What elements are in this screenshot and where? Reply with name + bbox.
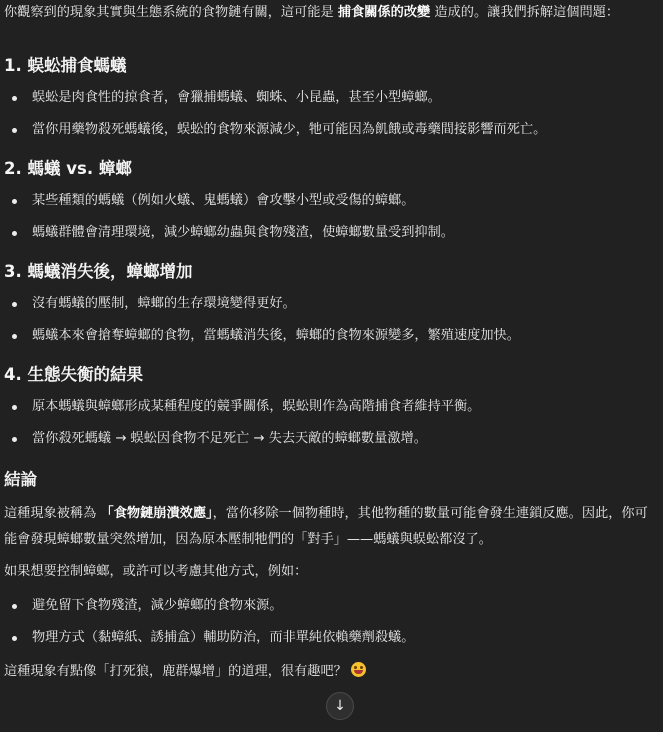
- section-list: [4, 87, 660, 140]
- scroll-down-button[interactable]: [326, 692, 354, 720]
- intro-text-end: 造成的。讓我們拆解這個問題：: [430, 5, 620, 20]
- conclusion-bold: 「食物鏈崩潰效應」: [100, 506, 213, 521]
- list-item: 螞蟻本來會搶奪蟑螂的食物，當螞蟻消失後，蟑螂的食物來源變多，繁殖速度加快。: [4, 325, 660, 346]
- suggestion-intro: 如果想要控制蟑螂，或許可以考慮其他方式，例如：: [4, 564, 308, 579]
- section-heading: 2. 螞蟻 vs. 蟑螂: [4, 159, 132, 178]
- final-text: 這種現象有點像「打死狼，鹿群爆增」的道理，很有趣吧？: [4, 664, 347, 679]
- list-item: 沒有螞蟻的壓制，蟑螂的生存環境變得更好。: [4, 293, 660, 314]
- intro-text: 你觀察到的現象其實與生態系統的食物鏈有關，這可能是: [4, 5, 338, 20]
- conclusion-text-end: ，當你移除一個物種時，其他物種的數量可能會發生連鎖反應。因此，你可能會發現蟑螂數量突然增加，因為原本壓制牠們的「對手」——螞蟻與蜈蚣都沒了。: [4, 506, 648, 547]
- suggestion-list: [4, 595, 660, 648]
- list-item: 蜈蚣是肉食性的掠食者，會獵捕螞蟻、蜘蛛、小昆蟲，甚至小型蟑螂。: [4, 87, 660, 108]
- list-item: 當你用藥物殺死螞蟻後，蜈蚣的食物來源減少，牠可能因為飢餓或毒藥間接影響而死亡。: [4, 119, 660, 140]
- list-item: 物理方式（黏蟑紙、誘捕盒）輔助防治，而非單純依賴藥劑殺蟻。: [4, 627, 660, 648]
- conclusion-heading: 結論: [4, 470, 37, 489]
- intro-bold: 捕食關係的改變: [337, 5, 431, 20]
- intro-paragraph: [4, 0, 660, 26]
- assistant-message: [4, 0, 660, 685]
- conclusion-paragraph: [4, 501, 660, 553]
- section-heading: 4. 生態失衡的結果: [4, 365, 143, 384]
- final-line: [4, 659, 660, 685]
- list-item: 當你殺死螞蟻 → 蜈蚣因食物不足死亡 → 失去天敵的蟑螂數量激增。: [4, 428, 660, 449]
- section-heading: 3. 螞蟻消失後，蟑螂增加: [4, 262, 193, 281]
- list-item: 避免留下食物殘渣，減少蟑螂的食物來源。: [4, 595, 660, 616]
- section-list: [4, 293, 660, 346]
- section-list: [4, 190, 660, 243]
- list-item: 螞蟻群體會清理環境，減少蟑螂幼蟲與食物殘渣，使蟑螂數量受到抑制。: [4, 222, 660, 243]
- list-item: 某些種類的螞蟻（例如火蟻、鬼螞蟻）會攻擊小型或受傷的蟑螂。: [4, 190, 660, 211]
- list-item: 原本螞蟻與蟑螂形成某種程度的競爭關係，蜈蚣則作為高階捕食者維持平衡。: [4, 396, 660, 417]
- section-heading: 1. 蜈蚣捕食螞蟻: [4, 56, 127, 75]
- conclusion-text: 這種現象被稱為: [4, 506, 101, 521]
- arrow-down-icon: ↓: [334, 698, 346, 714]
- section-list: [4, 396, 660, 449]
- grinning-sweat-emoji-icon: [351, 662, 366, 677]
